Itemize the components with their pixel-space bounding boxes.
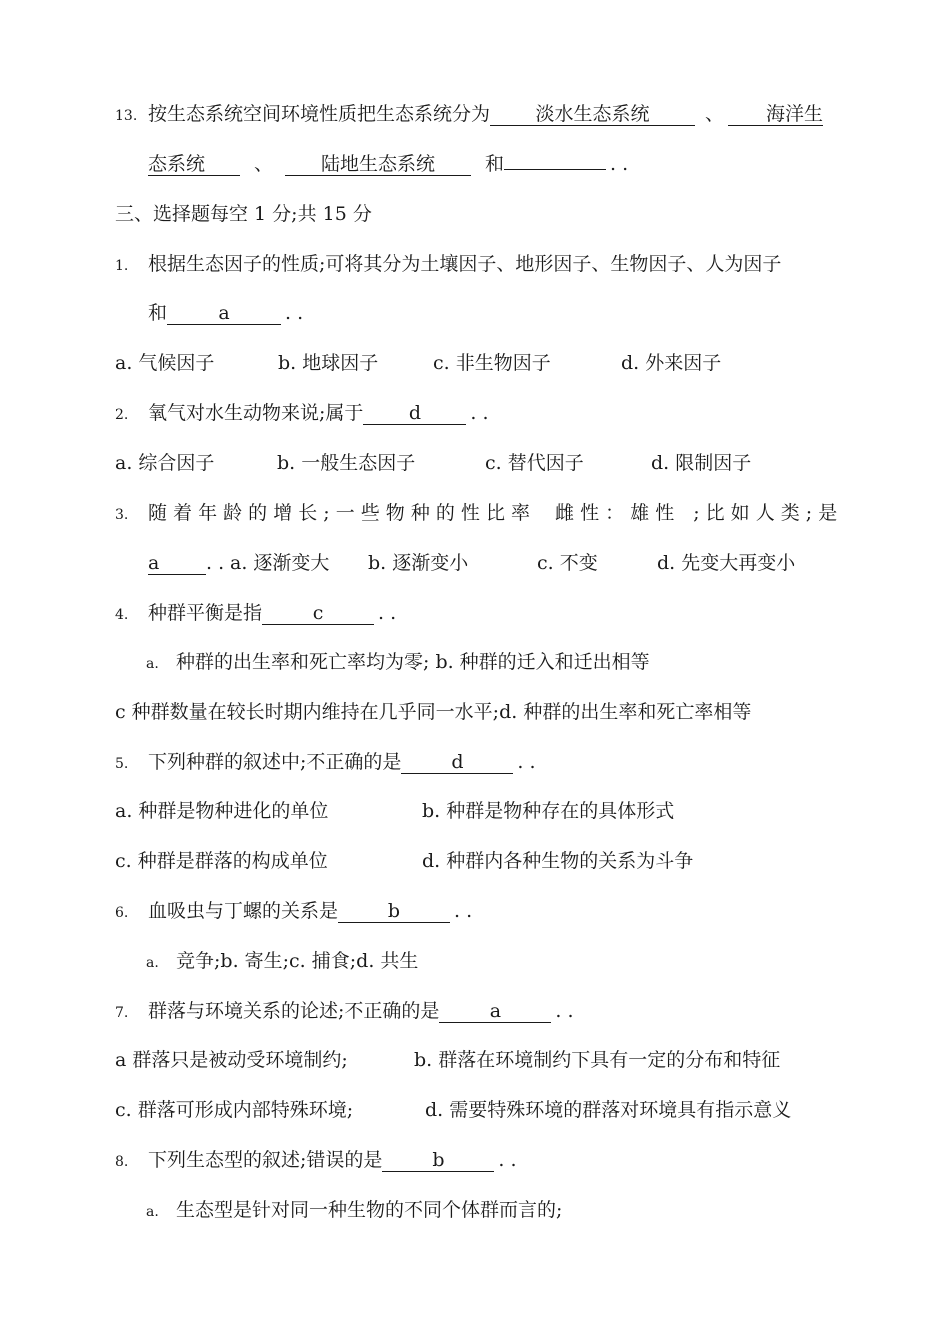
ellipsis: . . <box>517 751 536 773</box>
q13-line2 <box>148 152 628 176</box>
option: d. 需要特殊环境的群落对环境具有指示意义 <box>425 1099 792 1121</box>
q6-line1 <box>115 899 472 925</box>
option: a. 综合因子 <box>115 452 215 474</box>
q4-option-ab <box>146 650 650 676</box>
q1-line2 <box>148 301 303 325</box>
question-text: 氧气对水生动物来说;属于 <box>148 402 364 424</box>
option: c. 非生物因子 <box>433 352 551 374</box>
q13-line1 <box>115 102 823 128</box>
q8-line1 <box>115 1148 517 1174</box>
question-text: 按生态系统空间环境性质把生态系统分为 <box>148 103 491 125</box>
answer-blank: a <box>148 552 206 575</box>
option-text: 种群的出生率和死亡率均为零; b. 种群的迁入和迁出相等 <box>176 651 650 673</box>
question-number: 4. <box>115 607 129 623</box>
answer-blank: d <box>363 402 466 425</box>
ellipsis: . . <box>470 402 489 424</box>
q1-line1 <box>115 252 781 278</box>
q4-option-cd: c 种群数量在较长时期内维持在几乎同一水平;d. 种群的出生率和死亡率相等 <box>115 701 752 723</box>
option: b. 群落在环境制约下具有一定的分布和特征 <box>414 1049 781 1071</box>
option: b. 一般生态因子 <box>277 452 416 474</box>
answer-blank: b <box>382 1149 494 1172</box>
option: d. 外来因子 <box>621 352 722 374</box>
ellipsis: . . <box>285 302 304 324</box>
option: d. 种群内各种生物的关系为斗争 <box>422 850 694 872</box>
ellipsis: . . <box>206 552 225 574</box>
q8-option-a <box>146 1198 562 1224</box>
option: a. 气候因子 <box>115 352 215 374</box>
option-label: a. <box>146 656 159 672</box>
question-text: 群落与环境关系的论述;不正确的是 <box>148 1000 440 1022</box>
question-number: 13. <box>115 108 138 124</box>
question-number: 6. <box>115 905 129 921</box>
question-text: 种群平衡是指 <box>148 602 263 624</box>
separator: 、 <box>705 103 725 125</box>
option: a. 逐渐变大 <box>230 552 330 574</box>
option: b. 种群是物种存在的具体形式 <box>422 800 675 822</box>
q2-line1 <box>115 401 489 427</box>
answer-blank: a <box>167 302 281 325</box>
option-label: a. <box>146 955 159 971</box>
option: d. 限制因子 <box>651 452 752 474</box>
answer-blank: a <box>439 1000 551 1023</box>
q6-options <box>146 949 418 975</box>
answer-blank: 海洋生 <box>728 103 823 126</box>
option: c. 种群是群落的构成单位 <box>115 850 328 872</box>
ellipsis: . . <box>498 1149 517 1171</box>
answer-blank: b <box>338 900 450 923</box>
question-text-cont: 和 <box>148 302 168 324</box>
answer-blank: 淡水生态系统 <box>490 103 695 126</box>
answer-blank: d <box>401 751 513 774</box>
question-text: 随 着 年 龄 的 增 长 ; 一 些 物 种 的 性 比 率 雌 性 ： 雄 性 ; 比 如 人 类 ; 是 <box>148 502 838 524</box>
question-number: 8. <box>115 1154 129 1170</box>
q5-line1 <box>115 750 536 776</box>
q7-line1 <box>115 999 574 1025</box>
option: d. 先变大再变小 <box>657 552 796 574</box>
separator: 、 <box>254 153 274 175</box>
option-text: 竞争;b. 寄生;c. 捕食;d. 共生 <box>176 950 419 972</box>
ellipsis: . . <box>454 900 473 922</box>
section-heading: 三、选择题每空 1 分;共 15 分 <box>115 203 372 225</box>
question-text: 下列生态型的叙述;错误的是 <box>148 1149 383 1171</box>
q4-line1 <box>115 601 396 627</box>
option: b. 地球因子 <box>278 352 379 374</box>
option-label: a. <box>146 1204 159 1220</box>
ellipsis: . . <box>610 153 629 175</box>
q3-line1 <box>115 501 837 527</box>
option: a 群落只是被动受环境制约; <box>115 1049 348 1071</box>
and-text: 和 <box>485 153 505 175</box>
answer-blank: 态系统 <box>148 153 240 176</box>
question-text: 下列种群的叙述中;不正确的是 <box>148 751 402 773</box>
ellipsis: . . <box>378 602 397 624</box>
option: a. 种群是物种进化的单位 <box>115 800 329 822</box>
answer-blank: 陆地生态系统 <box>285 153 471 176</box>
q3-line2 <box>148 551 796 575</box>
option: c. 替代因子 <box>485 452 584 474</box>
question-number: 5. <box>115 756 129 772</box>
option-text: 生态型是针对同一种生物的不同个体群而言的; <box>176 1199 563 1221</box>
question-number: 7. <box>115 1005 129 1021</box>
ellipsis: . . <box>555 1000 574 1022</box>
question-text: 血吸虫与丁螺的关系是 <box>148 900 339 922</box>
option: c. 群落可形成内部特殊环境; <box>115 1099 354 1121</box>
option: c. 不变 <box>537 552 598 574</box>
answer-blank: c <box>262 602 374 625</box>
question-number: 3. <box>115 507 129 523</box>
empty-blank <box>504 169 606 170</box>
question-number: 2. <box>115 407 129 423</box>
question-number: 1. <box>115 258 129 274</box>
question-text: 根据生态因子的性质;可将其分为土壤因子、地形因子、生物因子、人为因子 <box>148 253 782 275</box>
option: b. 逐渐变小 <box>368 552 469 574</box>
